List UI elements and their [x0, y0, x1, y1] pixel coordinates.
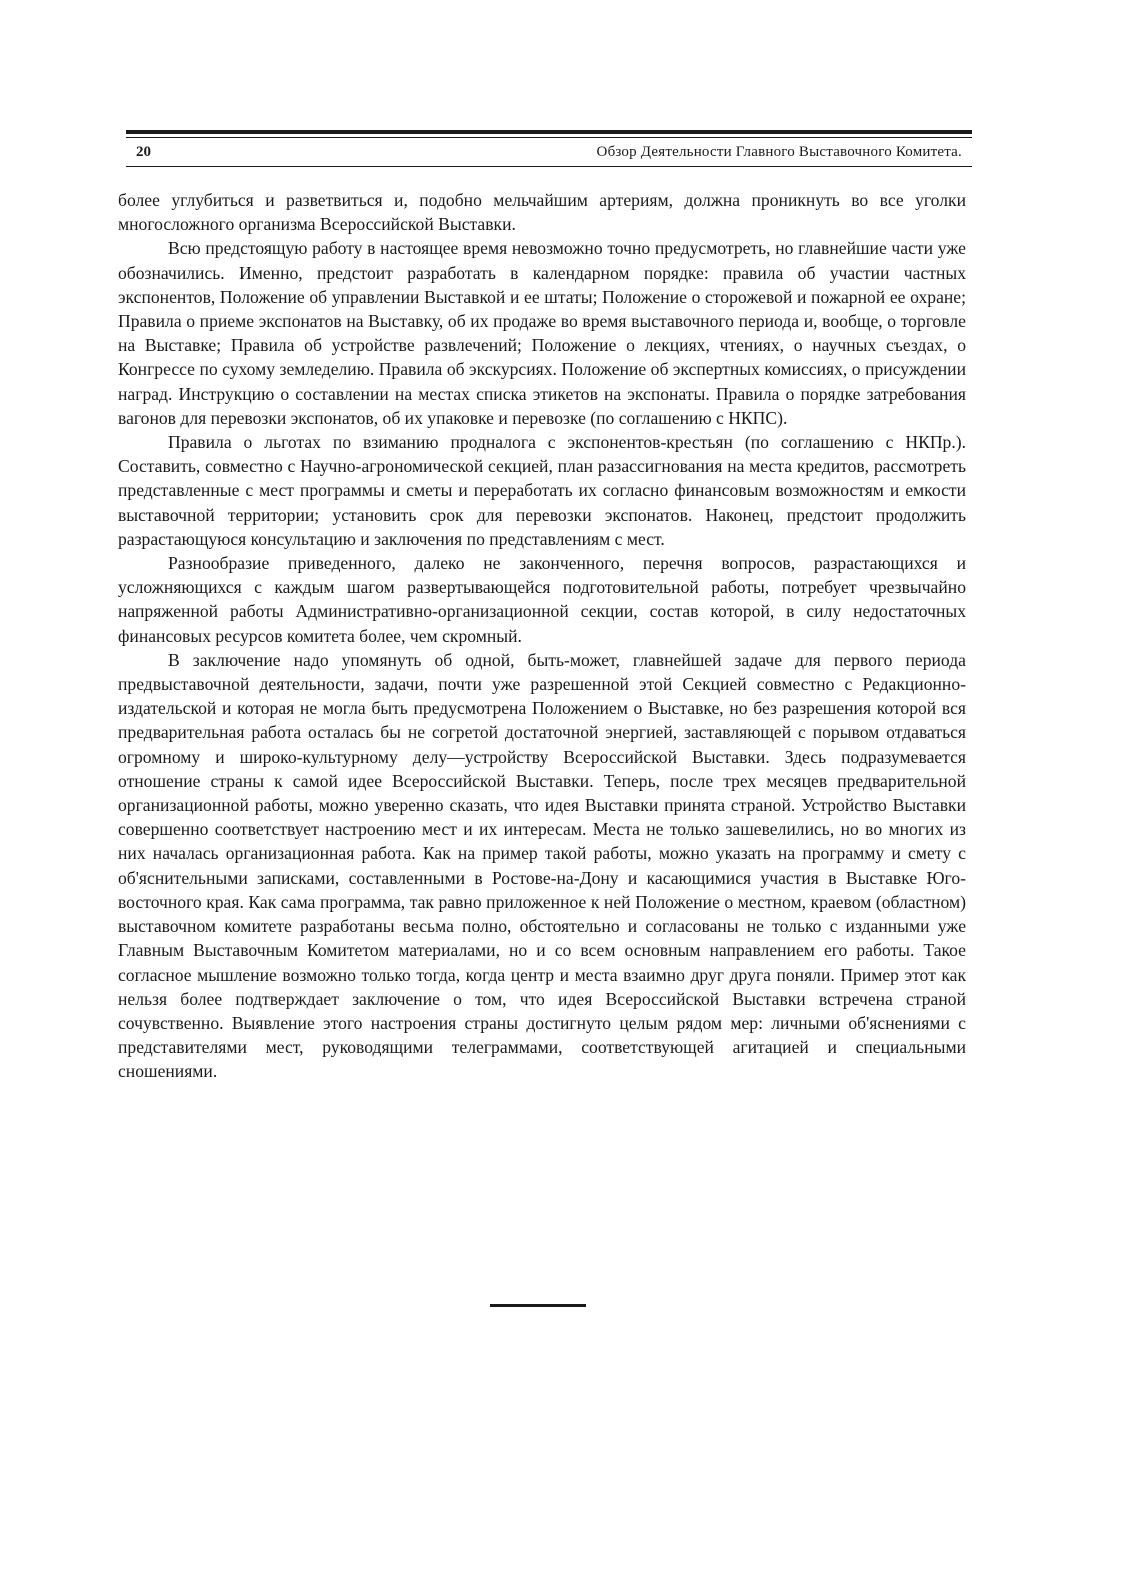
- paragraph: Всю предстоящую работу в настоящее время невозможно точно предусмотреть, но главнейшие части уже обозначились. Именно, предстоит разработать в календарном порядке: правила об участии частных экспонентов, Положение об управлении Выставкой и ее штаты; Положение о сторожевой и пожарной ее охране; Правила о приеме экспонатов на Выставку, об их продаже во время выставочного периода и, вообще, о торговле на Выставке; Правила об устройстве развлечений; Положение о лекциях, чтениях, о научных съездах, о Конгрессе по сухому земледелию. Правила об экскурсиях. Положение об экспертных комиссиях, о присуждении наград. Инструкцию о составлении на местах списка этикетов на экспонаты. Правила о порядке затребования вагонов для перевозки экспонатов, об их упаковке и перевозке (по соглашению с НКПС).: [118, 238, 966, 428]
- body-text: [118, 188, 966, 1084]
- section-end-rule: [490, 1304, 586, 1307]
- header-top-rule-thick: [126, 130, 972, 134]
- running-title: Обзор Деятельности Главного Выставочного Комитета.: [596, 144, 962, 160]
- header-top-rule-thin: [126, 137, 972, 138]
- paragraph-continuation: более углубиться и разветвиться и, подобно мельчайшим артериям, должна проникнуть во все уголки многосложного организма Всероссийской Выставки.: [118, 190, 966, 235]
- paragraph: Правила о льготах по взиманию продналога с экспонентов-крестьян (по соглашению с НКПр.). Составить, совместно с Научно-агрономической секцией, план разассигнования на места кредитов, рассмотреть представленные с мест программы и сметы и переработать их согласно финансовым возможностям и емкости выставочной территории; установить срок для перевозки экспонатов. Наконец, предстоит продолжить разрастающуюся консультацию и заключения по представлениям с мест.: [118, 432, 966, 549]
- paragraph: Разнообразие приведенного, далеко не законченного, перечня вопросов, разрастающихся и усложняющихся с каждым шагом развертывающейся подготовительной работы, потребует чрезвычайно напряженной работы Административно-организационной секции, состав которой, в силу недостаточных финансовых ресурсов комитета более, чем скромный.: [118, 553, 966, 646]
- paragraph: В заключение надо упомянуть об одной, быть-может, главнейшей задаче для первого периода предвыставочной деятельности, задачи, почти уже разрешенной этой Секцией совместно с Редакционно-издательской и которая не могла быть предусмотрена Положением о Выставке, но без разрешения которой вся предварительная работа осталась бы не согретой достаточной энергией, заставляющей с порывом отдаваться огромному и широко-культурному делу—устройству Всероссийской Выставки. Здесь подразумевается отношение страны к самой идее Всероссийской Выставки. Теперь, после трех месяцев предварительной организационной работы, можно уверенно сказать, что идея Выставки принята страной. Устройство Выставки совершенно соответствует настроению мест и их интересам. Места не только зашевелились, но во многих из них началась организационная работа. Как на пример такой работы, можно указать на программу и смету с об'яснительными записками, составленными в Ростове-на-Дону и касающимися участия в Выставке Юго-восточного края. Как сама программа, так равно приложенное к ней Положение о местном, краевом (областном) выставочном комитете разработаны весьма полно, обстоятельно и согласованы не только с изданными уже Главным Выставочным Комитетом материалами, но и со всем основным направлением его работы. Такое согласное мышление возможно только тогда, когда центр и места взаимно друг друга поняли. Пример этот как нельзя более подтверждает заключение о том, что идея Всероссийской Выставки встречена страной сочувственно. Выявление этого настроения страны достигнуто целым рядом мер: личными об'яснениями с представителями мест, руководящими телеграммами, соответствующей агитацией и специальными сношениями.: [118, 649, 966, 1082]
- page-number: 20: [136, 144, 151, 160]
- running-header: [128, 140, 970, 166]
- header-bottom-rule: [126, 166, 972, 167]
